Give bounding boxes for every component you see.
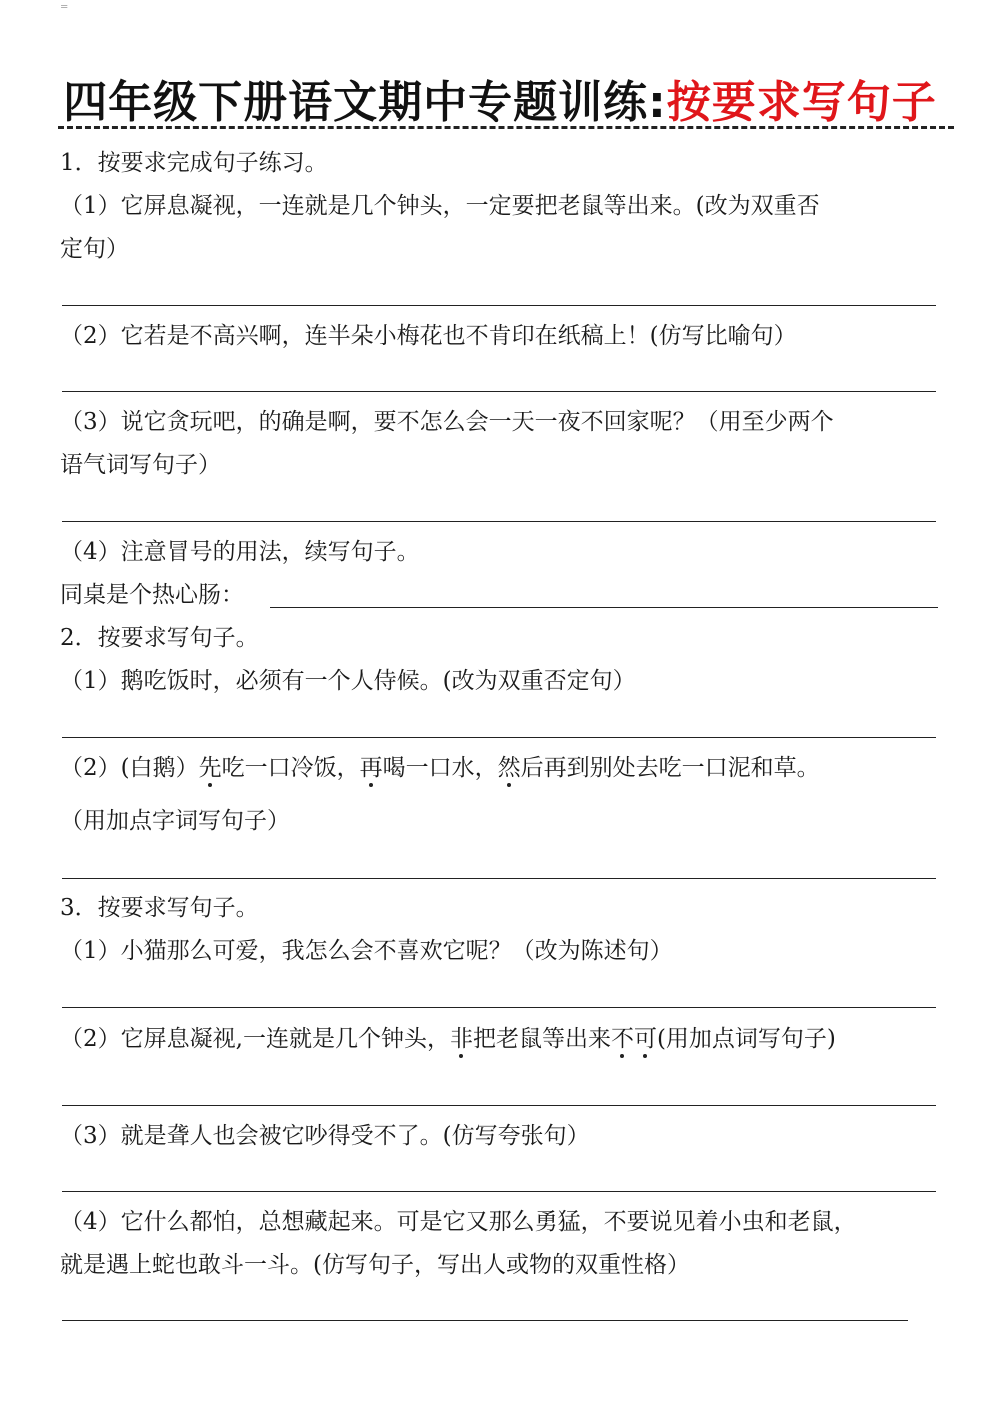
q2-2-dotted-ran: 然 [497,755,521,781]
section-3-heading: 3．按要求写句子。 [60,895,259,921]
q3-2-dotted-ke: 可 [633,1026,657,1052]
q2-2-dotted-xian: 先 [198,755,222,781]
answer-line-1-2[interactable] [62,391,936,392]
q3-2-dotted-fei: 非 [449,1026,473,1052]
q2-2-part-c: 喝一口水， [382,755,498,781]
q2-2-part-b: 吃一口冷饭， [221,755,360,781]
q1-1-text: （1）它屏息凝视，一连就是几个钟头，一定要把老鼠等出来。(改为双重否 [60,193,820,219]
section-1-heading: 1．按要求完成句子练习。 [60,150,328,176]
q3-3-text: （3）就是聋人也会被它吵得受不了。(仿写夸张句） [60,1123,590,1149]
q3-2-dotted-bu: 不 [610,1026,634,1052]
q3-2-part-c: (用加点词写句子) [656,1026,836,1052]
q1-4-prompt: 同桌是个热心肠： [60,582,244,608]
title-divider [58,126,954,129]
q2-2-dotted-zai: 再 [359,755,383,781]
q2-2-text [60,753,820,783]
answer-line-1-3[interactable] [62,521,936,522]
q1-1-text-cont: 定句） [60,236,129,262]
answer-line-2-1[interactable] [62,737,936,738]
q3-4-text-cont: 就是遇上蛇也敢斗一斗。(仿写句子，写出人或物的双重性格） [60,1252,690,1278]
q2-2-part-d: 后再到别处去吃一口泥和草。 [520,755,820,781]
title-topic: 按要求写句子 [666,77,937,128]
title-main: 四年级下册语文期中专题训练: [63,77,667,128]
q3-2-text [60,1024,836,1054]
q1-3-text-cont: 语气词写句子） [60,452,221,478]
q3-2-part-b: 把老鼠等出来 [472,1026,611,1052]
q3-1-text: （1）小猫那么可爱，我怎么会不喜欢它呢？（改为陈述句） [60,938,673,964]
page-title [0,66,1000,130]
answer-line-3-3[interactable] [62,1191,936,1192]
q1-3-text: （3）说它贪玩吧，的确是啊，要不怎么会一天一夜不回家呢？（用至少两个 [60,409,834,435]
q2-2-part-a: （2）(白鹅） [60,755,199,781]
answer-line-1-1[interactable] [62,305,936,306]
corner-mark: = [60,2,69,13]
q1-2-text: （2）它若是不高兴啊，连半朵小梅花也不肯印在纸稿上！(仿写比喻句） [60,323,797,349]
q2-1-text: （1）鹅吃饭时，必须有一个人侍候。(改为双重否定句） [60,668,636,694]
answer-line-3-4[interactable] [62,1320,908,1321]
q3-4-text: （4）它什么都怕，总想藏起来。可是它又那么勇猛，不要说见着小虫和老鼠， [60,1209,857,1235]
answer-line-3-2[interactable] [62,1105,936,1106]
q1-4-text: （4）注意冒号的用法，续写句子。 [60,539,420,565]
q2-2-text-cont: （用加点字词写句子） [60,808,290,834]
answer-line-1-4[interactable] [270,607,938,608]
section-2-heading: 2．按要求写句子。 [60,625,259,651]
answer-line-2-2[interactable] [62,878,936,879]
answer-line-3-1[interactable] [62,1007,936,1008]
q3-2-part-a: （2）它屏息凝视,一连就是几个钟头， [60,1026,450,1052]
